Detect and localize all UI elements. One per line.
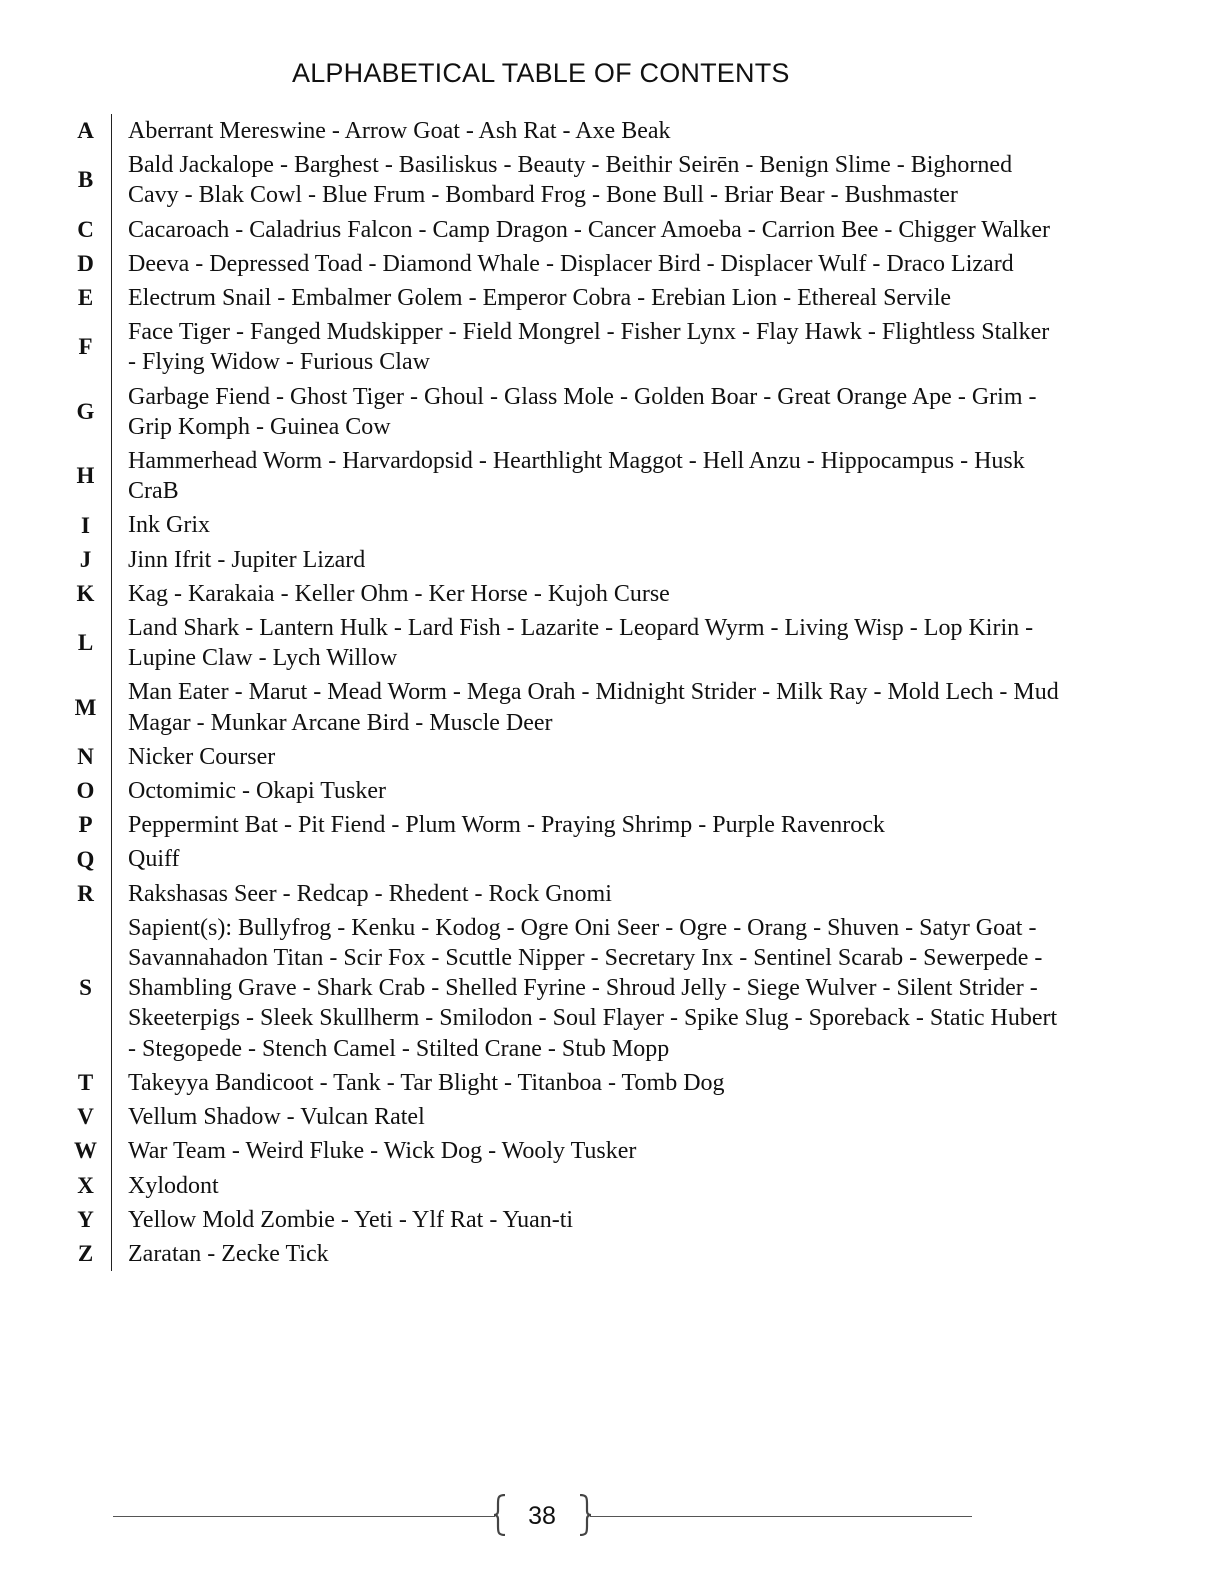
section-letter: H (76, 463, 95, 489)
toc-row-g (60, 380, 1060, 444)
section-letter: B (77, 167, 94, 193)
toc-row-q (60, 842, 1060, 876)
toc-row-f (60, 315, 1060, 379)
section-entries: Land Shark - Lantern Hulk - Lard Fish - Lazarite - Leopard Wyrm - Living Wisp - Lop Kirin - Lupine Claw - Lych Willow (111, 611, 1060, 675)
toc-row-v (60, 1100, 1060, 1134)
section-entries: Quiff (111, 842, 1060, 876)
section-letter: I (81, 512, 90, 538)
toc-row-m (60, 675, 1060, 739)
left-bracket-ornament (493, 1494, 507, 1536)
section-entries: Aberrant Mereswine - Arrow Goat - Ash Rat - Axe Beak (111, 114, 1060, 148)
section-entries: Nicker Courser (111, 740, 1060, 774)
section-entries: Sapient(s): Bullyfrog - Kenku - Kodog - Ogre Oni Seer - Ogre - Orang - Shuven - Satyr Goat - Savannahadon Titan - Scir Fox - Scuttle Nipper - Secretary Inx - Sentinel Scarab - Sewerpede - Shambling Grave - Shark Crab - Shelled Fyrine - Shroud Jelly - Siege Wulver - Silent Strider - Skeeterpigs - Sleek Skullherm - Smilodon - Soul Flayer - Spike Slug - Sporeback - Static Hubert - Stegopede - Stench Camel - Stilted Crane - Stub Mopp (111, 911, 1060, 1066)
section-entries: Deeva - Depressed Toad - Diamond Whale - Displacer Bird - Displacer Wulf - Draco Lizard (111, 247, 1060, 281)
toc-row-y (60, 1203, 1060, 1237)
toc-row-l (60, 611, 1060, 675)
section-letter: R (77, 880, 94, 906)
toc-row-o (60, 774, 1060, 808)
section-entries: Peppermint Bat - Pit Fiend - Plum Worm - Praying Shrimp - Purple Ravenrock (111, 808, 1060, 842)
section-entries: Cacaroach - Caladrius Falcon - Camp Dragon - Cancer Amoeba - Carrion Bee - Chigger Walker (111, 213, 1060, 247)
section-entries: Garbage Fiend - Ghost Tiger - Ghoul - Glass Mole - Golden Boar - Great Orange Ape - Grim - Grip Komph - Guinea Cow (111, 380, 1060, 444)
section-letter: L (77, 630, 94, 656)
section-letter: K (76, 580, 95, 606)
section-letter: N (77, 743, 94, 769)
section-letter: J (79, 546, 92, 572)
toc-row-e (60, 281, 1060, 315)
toc-row-w (60, 1134, 1060, 1168)
toc-row-t (60, 1066, 1060, 1100)
toc-row-k (60, 577, 1060, 611)
section-letter: Y (77, 1206, 94, 1232)
section-letter: X (77, 1172, 94, 1198)
section-entries: Man Eater - Marut - Mead Worm - Mega Orah - Midnight Strider - Milk Ray - Mold Lech - Mud Magar - Munkar Arcane Bird - Muscle Deer (111, 675, 1060, 739)
page-title: ALPHABETICAL TABLE OF CONTENTS (292, 58, 790, 88)
section-entries: Xylodont (111, 1169, 1060, 1203)
section-entries: Bald Jackalope - Barghest - Basiliskus - Beauty - Beithir Seirēn - Benign Slime - Bighorned Cavy - Blak Cowl - Blue Frum - Bombard Frog - Bone Bull - Briar Bear - Bushmaster (111, 148, 1060, 212)
toc-row-p (60, 808, 1060, 842)
table-of-contents (60, 114, 1060, 1271)
toc-row-z (60, 1237, 1060, 1271)
toc-row-x (60, 1169, 1060, 1203)
section-letter: C (77, 216, 94, 242)
footer-rule-left (113, 1516, 495, 1517)
section-letter: M (74, 694, 97, 720)
section-letter: V (77, 1104, 94, 1130)
section-entries: Hammerhead Worm - Harvardopsid - Hearthlight Maggot - Hell Anzu - Hippocampus - Husk CraB (111, 444, 1060, 508)
section-entries: Takeyya Bandicoot - Tank - Tar Blight - Titanboa - Tomb Dog (111, 1066, 1060, 1100)
toc-row-c (60, 213, 1060, 247)
toc-row-s (60, 911, 1060, 1066)
section-entries: Octomimic - Okapi Tusker (111, 774, 1060, 808)
section-letter: P (78, 812, 93, 838)
section-entries: Face Tiger - Fanged Mudskipper - Field Mongrel - Fisher Lynx - Flay Hawk - Flightless Stalker - Flying Widow - Furious Claw (111, 315, 1060, 379)
page-footer (0, 1494, 1224, 1542)
section-letter: O (76, 778, 95, 804)
toc-row-i (60, 508, 1060, 542)
footer-rule-right (590, 1516, 972, 1517)
toc-row-j (60, 543, 1060, 577)
section-letter: Q (76, 846, 95, 872)
page-number: 38 (528, 1502, 556, 1530)
toc-row-r (60, 877, 1060, 911)
right-bracket-ornament (578, 1494, 592, 1536)
section-letter: S (79, 975, 92, 1001)
toc-row-b (60, 148, 1060, 212)
toc-row-a (60, 114, 1060, 148)
section-letter: D (77, 250, 94, 276)
section-entries: Kag - Karakaia - Keller Ohm - Ker Horse - Kujoh Curse (111, 577, 1060, 611)
section-entries: Ink Grix (111, 508, 1060, 542)
section-entries: Jinn Ifrit - Jupiter Lizard (111, 543, 1060, 577)
toc-row-h (60, 444, 1060, 508)
toc-row-n (60, 740, 1060, 774)
section-entries: Vellum Shadow - Vulcan Ratel (111, 1100, 1060, 1134)
section-letter: W (74, 1138, 97, 1164)
section-entries: Yellow Mold Zombie - Yeti - Ylf Rat - Yuan-ti (111, 1203, 1060, 1237)
section-letter: Z (77, 1241, 94, 1266)
section-entries: Electrum Snail - Embalmer Golem - Emperor Cobra - Erebian Lion - Ethereal Servile (111, 281, 1060, 315)
section-letter: A (77, 118, 94, 144)
section-entries: Zaratan - Zecke Tick (111, 1237, 1060, 1271)
toc-row-d (60, 247, 1060, 281)
section-letter: T (77, 1069, 94, 1095)
section-letter: G (76, 398, 95, 424)
section-entries: Rakshasas Seer - Redcap - Rhedent - Rock Gnomi (111, 877, 1060, 911)
section-letter: E (77, 285, 94, 311)
section-letter: F (78, 334, 93, 360)
section-entries: War Team - Weird Fluke - Wick Dog - Wooly Tusker (111, 1134, 1060, 1168)
